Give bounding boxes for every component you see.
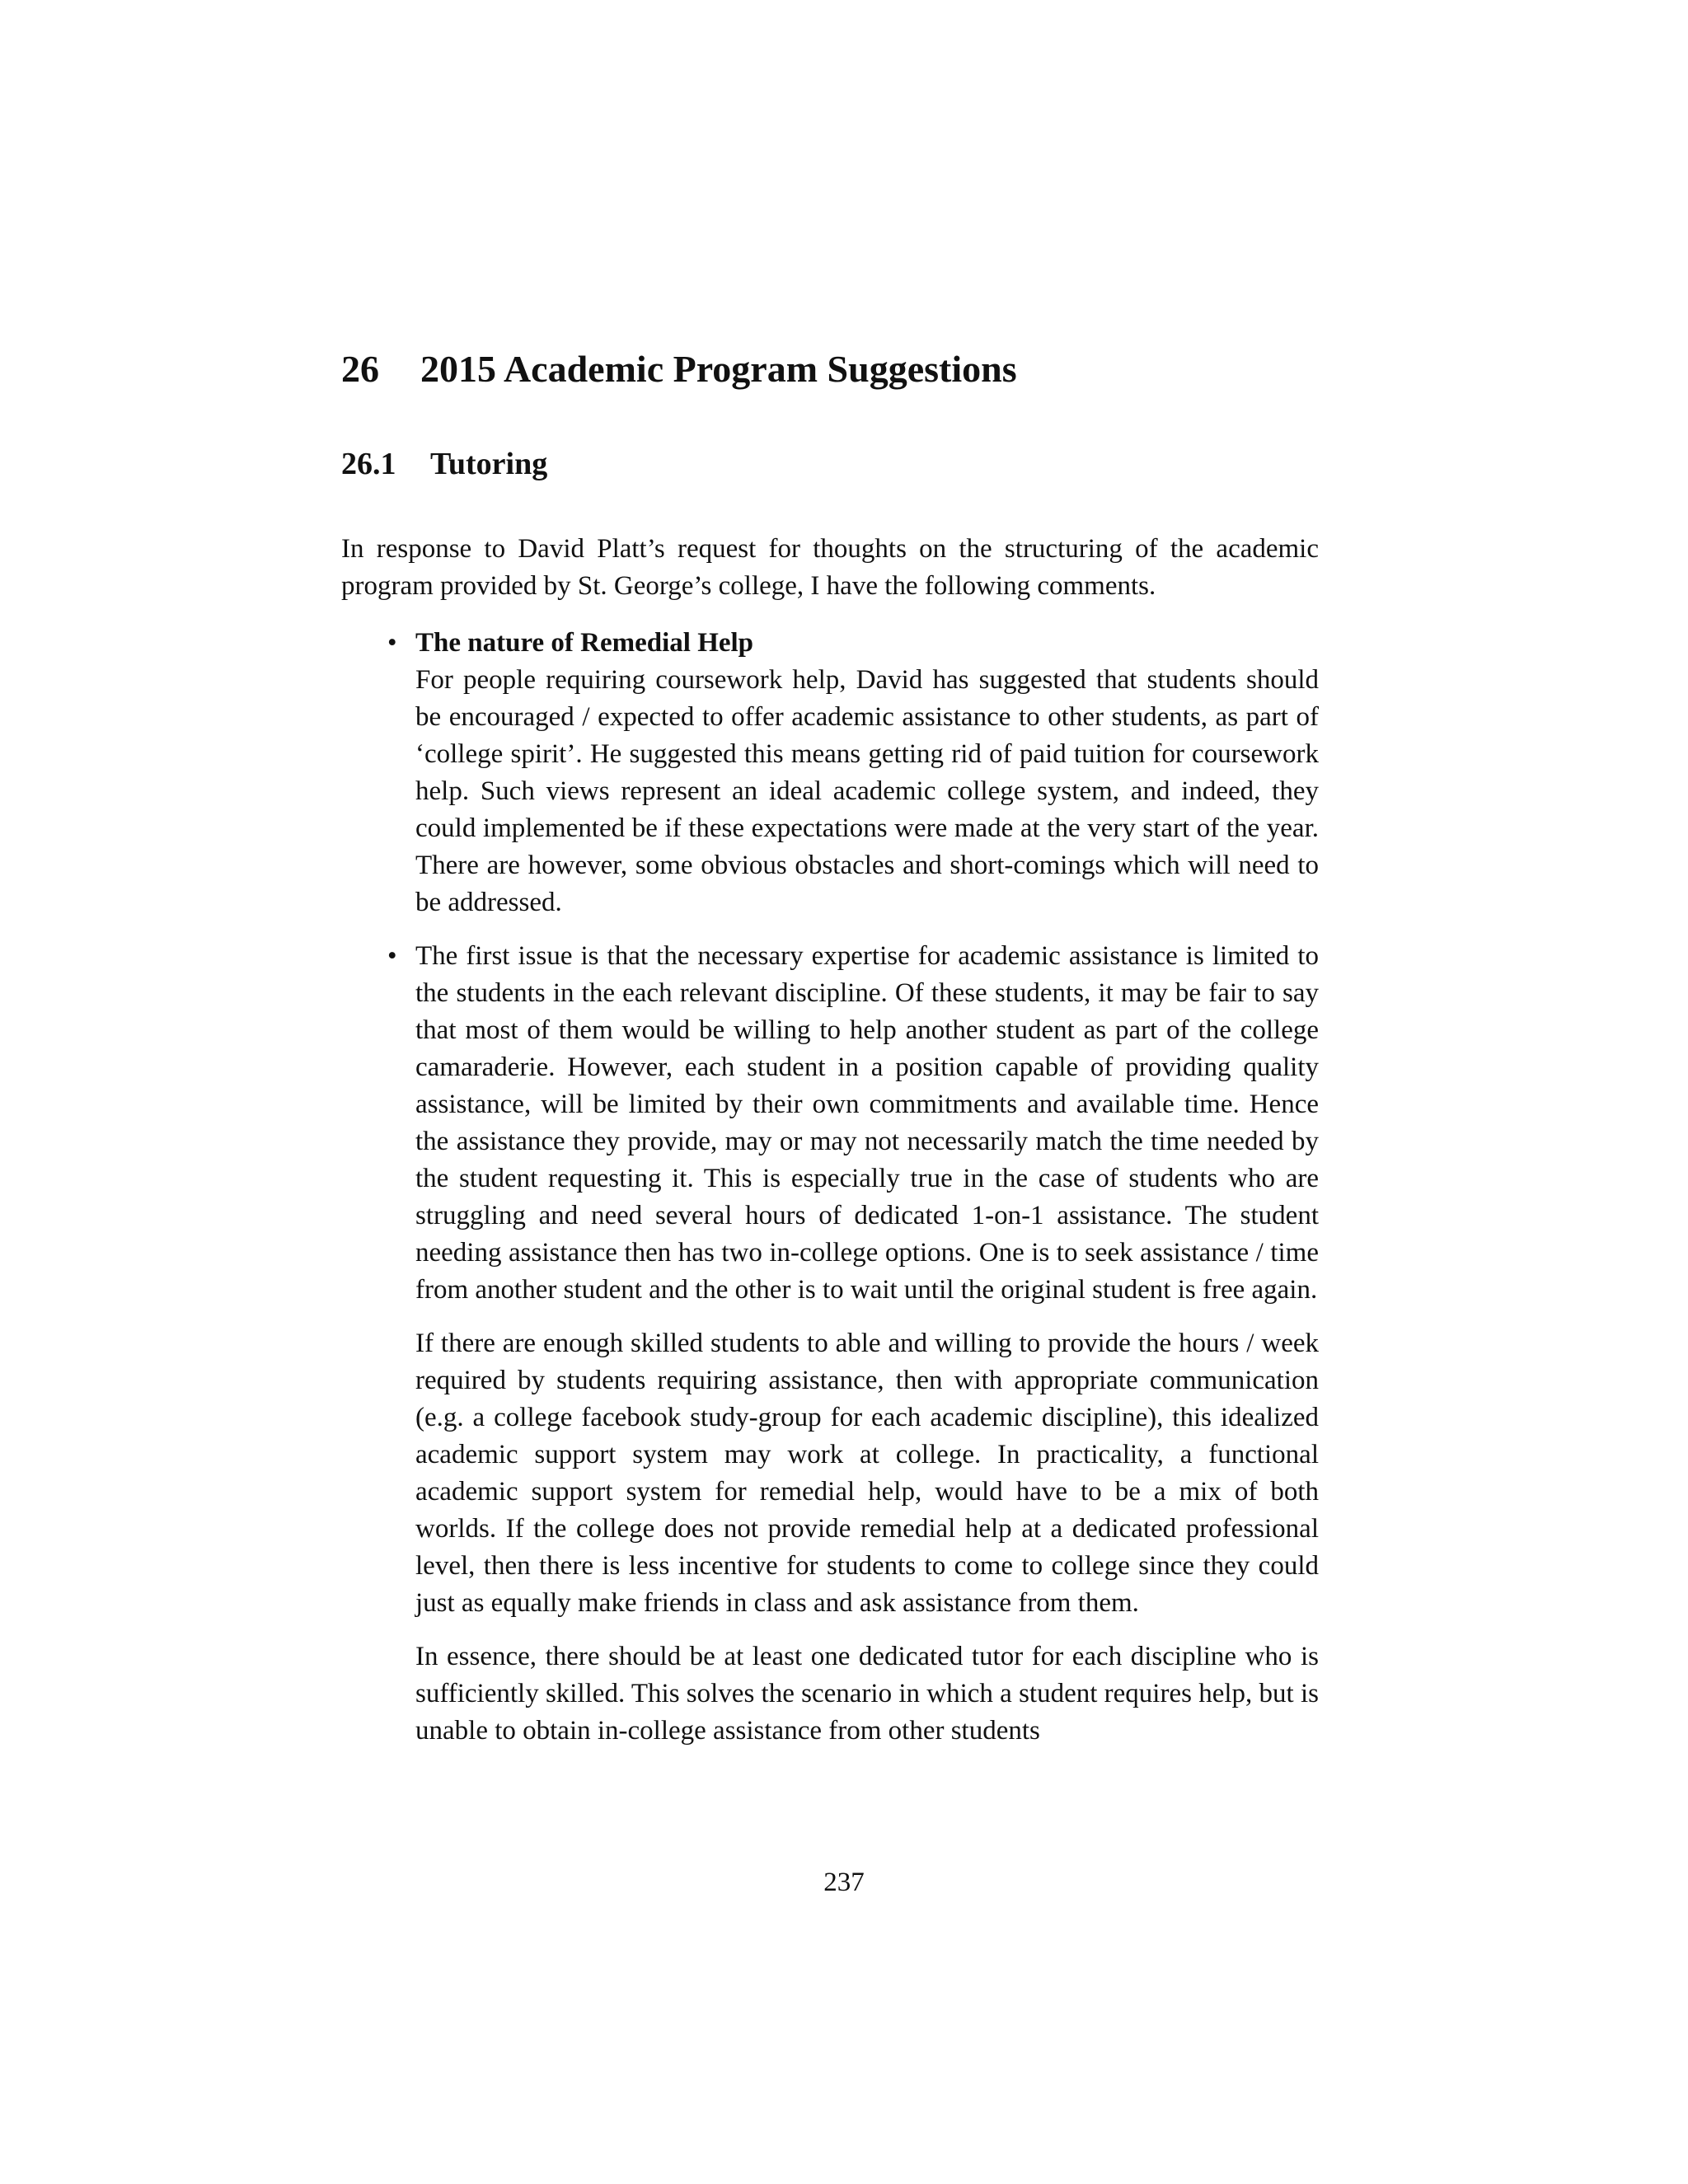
bullet-text: For people requiring coursework help, David has suggested that students should be encouraged / expected to offer academic assistance to other students, as part of ‘college spirit’. He suggested this means getting rid of paid tuition for coursework help. Such views represent an ideal academic college system, and indeed, they could implemented be if these expectations were made at the very start of the year. There are however, some obvious obstacles and short-comings which will need to be addressed. (415, 665, 1319, 917)
chapter-title (341, 346, 1319, 392)
bullet-list (341, 625, 1319, 1309)
bullet-marker: • (387, 628, 397, 658)
chapter-number: 26 (341, 348, 379, 390)
continuation-paragraph: In essence, there should be at least one dedicated tutor for each discipline who is sufficiently skilled. This solves the scenario in which a student requires help, but is unable to obtain in-college assistance from other students (415, 1642, 1319, 1746)
bullet-text: The first issue is that the necessary expertise for academic assistance is limited to the students in the each relevant discipline. Of these students, it may be fair to say that most of them would be willing to help another student as part of the college camaraderie. However, each student in a position capable of providing quality assistance, will be limited by their own commitments and available time. Hence the assistance they provide, may or may not necessarily match the time needed by the student requesting it. This is especially true in the case of students who are struggling and need several hours of dedicated 1-on-1 assistance. The student needing assistance then has two in-college options. One is to seek assistance / time from another student and the other is to wait until the original student is free again. (415, 941, 1319, 1305)
section-number: 26.1 (341, 447, 396, 481)
list-item (387, 625, 1319, 921)
intro-paragraph: In response to David Platt’s request for thoughts on the structuring of the academic program provided by St. George’s college, I have the following comments. (341, 534, 1319, 601)
bullet-heading: The nature of Remedial Help (415, 628, 754, 658)
section-title (341, 445, 1319, 483)
page-number: 237 (823, 1868, 865, 1897)
list-item (387, 938, 1319, 1309)
section-title-text: Tutoring (430, 447, 548, 481)
page-content (341, 346, 1319, 1766)
bullet-marker: • (387, 941, 397, 971)
continuation-paragraph: If there are enough skilled students to able and willing to provide the hours / week required by students requiring assistance, then with appropriate communication (e.g. a college facebook study-group for each academic discipline), this idealized academic support system may work at college. In practicality, a functional academic support system for remedial help, would have to be a mix of both worlds. If the college does not provide remedial help at a dedicated professional level, then there is less incentive for students to come to college since they could just as equally make friends in class and ask assistance from them. (415, 1329, 1319, 1618)
chapter-title-text: 2015 Academic Program Suggestions (420, 348, 1017, 390)
